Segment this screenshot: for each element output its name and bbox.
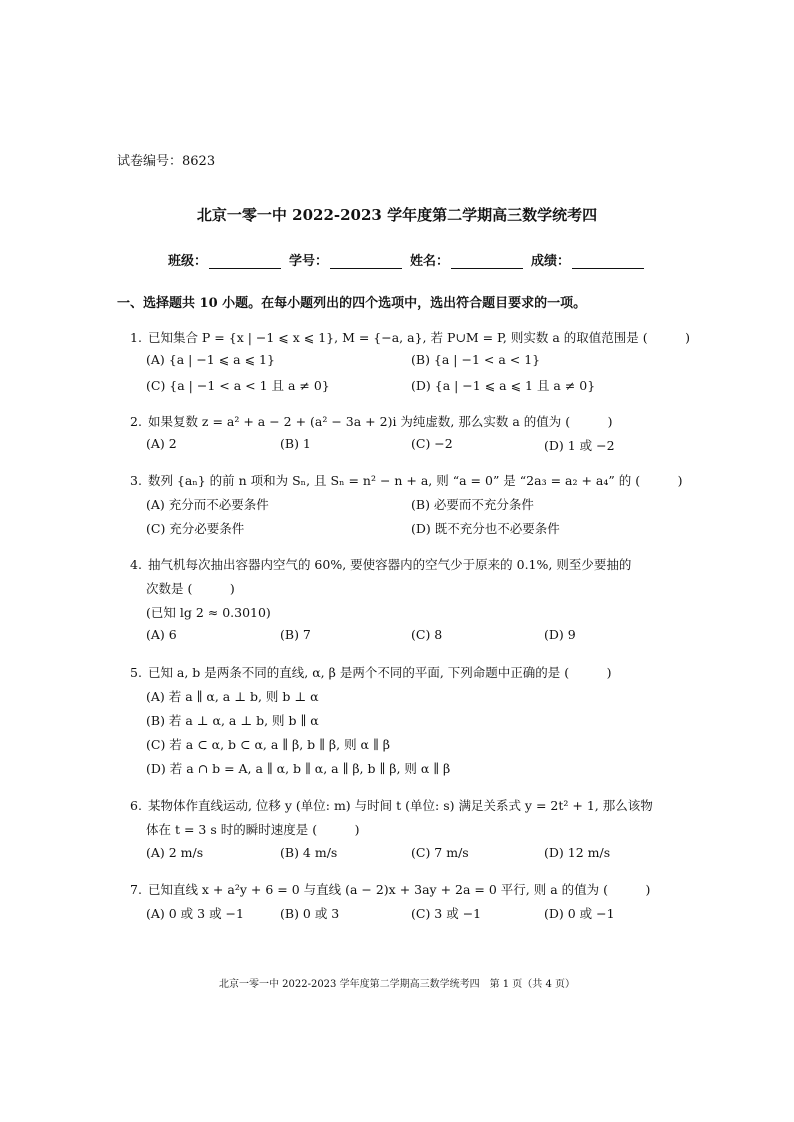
- page-title: 北京一零一中 2022-2023 学年度第二学期高三数学统考四: [196, 206, 598, 224]
- class-field: 班级：: [168, 250, 281, 269]
- question-7-stem: 7. 已知直线 x + a²y + 6 = 0 与直线 (a − 2)x + 3ay + 2a = 0 平行, 则 a 的值为 ( ): [130, 882, 651, 897]
- option-c: (C) 8: [411, 627, 443, 642]
- option-a: (A) 2: [146, 436, 177, 451]
- exam-number: 试卷编号：8623: [117, 154, 216, 169]
- score-field: 成绩：: [531, 250, 644, 269]
- option-d: (D) 9: [544, 627, 576, 642]
- option-c: (C) 若 a ⊂ α, b ⊂ α, a ∥ β, b ∥ β, 则 α ∥ β: [146, 737, 390, 752]
- option-d: (D) 1 或 −2: [544, 438, 615, 453]
- option-b: (B) {a | −1 < a < 1}: [411, 352, 541, 367]
- score-blank: [572, 256, 644, 269]
- question-5-stem: 5. 已知 a, b 是两条不同的直线, α, β 是两个不同的平面, 下列命题中正确的是 ( ): [130, 665, 612, 680]
- option-a: (A) 若 a ∥ α, a ⊥ b, 则 b ⊥ α: [146, 689, 319, 704]
- option-a: (A) 0 或 3 或 −1: [146, 906, 244, 921]
- question-1-stem: 1. 已知集合 P = {x | −1 ⩽ x ⩽ 1}, M = {−a, a}, 若 P∪M = P, 则实数 a 的取值范围是 ( ): [130, 330, 690, 345]
- option-d: (D) {a | −1 ⩽ a ⩽ 1 且 a ≠ 0}: [411, 378, 596, 393]
- name-field: 姓名：: [410, 250, 523, 269]
- class-blank: [209, 256, 281, 269]
- name-blank: [451, 256, 523, 269]
- question-3-stem: 3. 数列 {aₙ} 的前 n 项和为 Sₙ, 且 Sₙ = n² − n + a, 则 “a = 0” 是 “2a₃ = a₂ + a₄” 的 ( ): [130, 473, 683, 488]
- option-d: (D) 12 m/s: [544, 845, 611, 860]
- id-blank: [330, 256, 402, 269]
- question-6-stem-continued: 体在 t = 3 s 时的瞬时速度是 ( ): [146, 822, 360, 837]
- option-b: (B) 必要而不充分条件: [411, 497, 534, 512]
- question-4-stem-continued: 次数是 ( ): [146, 581, 235, 596]
- option-b: (B) 若 a ⊥ α, a ⊥ b, 则 b ∥ α: [146, 713, 319, 728]
- option-d: (D) 0 或 −1: [544, 906, 615, 921]
- option-b: (B) 1: [280, 436, 311, 451]
- option-a: (A) 充分而不必要条件: [146, 497, 269, 512]
- option-a: (A) 6: [146, 627, 177, 642]
- student-info-line: [168, 250, 652, 269]
- option-b: (B) 7: [280, 627, 311, 642]
- page-footer: 北京一零一中 2022-2023 学年度第二学期高三数学统考四 第 1 页（共 4 页）: [218, 979, 576, 990]
- question-4-note: (已知 lg 2 ≈ 0.3010): [146, 605, 271, 620]
- id-field: 学号：: [289, 250, 402, 269]
- option-c: (C) 7 m/s: [411, 845, 469, 860]
- question-4-stem: 4. 抽气机每次抽出容器内空气的 60%, 要使容器内的空气少于原来的 0.1%, 则至少要抽的: [130, 557, 632, 572]
- question-6-stem: 6. 某物体作直线运动, 位移 y (单位: m) 与时间 t (单位: s) 满足关系式 y = 2t² + 1, 那么该物: [130, 798, 653, 813]
- option-d: (D) 若 a ∩ b = A, a ∥ α, b ∥ α, a ∥ β, b ∥ β, 则 α ∥ β: [146, 761, 451, 776]
- option-b: (B) 4 m/s: [280, 845, 338, 860]
- section-title: 一、选择题共 10 小题。在每小题列出的四个选项中，选出符合题目要求的一项。: [117, 296, 587, 311]
- option-c: (C) 充分必要条件: [146, 521, 245, 536]
- option-c: (C) {a | −1 < a < 1 且 a ≠ 0}: [146, 378, 330, 393]
- option-c: (C) −2: [411, 436, 453, 451]
- option-c: (C) 3 或 −1: [411, 906, 482, 921]
- option-a: (A) {a | −1 ⩽ a ⩽ 1}: [146, 352, 275, 367]
- question-2-stem: 2. 如果复数 z = a² + a − 2 + (a² − 3a + 2)i 为纯虚数, 那么实数 a 的值为 ( ): [130, 414, 613, 429]
- option-d: (D) 既不充分也不必要条件: [411, 521, 560, 536]
- option-a: (A) 2 m/s: [146, 845, 204, 860]
- option-b: (B) 0 或 3: [280, 906, 340, 921]
